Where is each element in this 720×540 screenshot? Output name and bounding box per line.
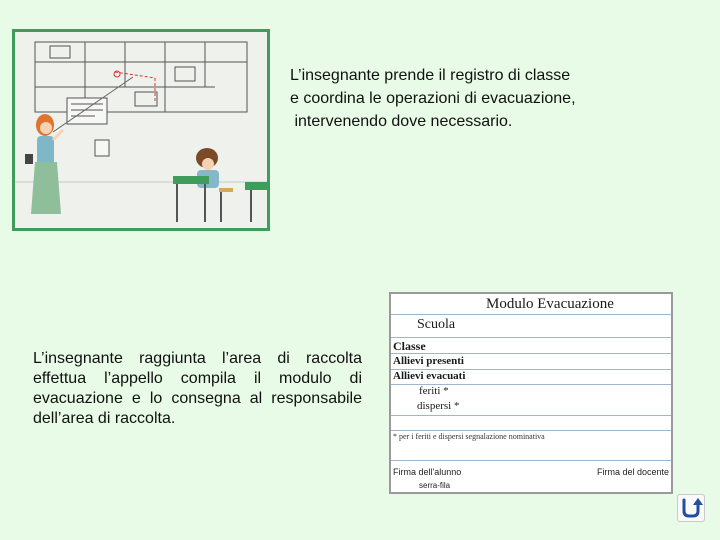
student-signature-label: Firma dell'alunno [393, 467, 462, 477]
present-label: Allievi presenti [393, 355, 464, 367]
evacuation-illustration [12, 29, 270, 231]
class-label: Classe [393, 339, 426, 353]
class-row [391, 338, 671, 354]
return-arrow-icon [678, 495, 704, 521]
closer-label: serra-fila [419, 481, 451, 490]
caption-line-1: L’insegnante prende il registro di classe [290, 67, 571, 84]
missing-label: dispersi * [417, 400, 460, 412]
form-title: Modulo Evacuazione [486, 296, 614, 312]
assembly-area-caption: L’insegnante raggiunta l’area di raccolta effettua l’appello compila il modulo di evacuazione e lo consegna al responsabile dell’area di raccolta. [33, 350, 362, 427]
missing-row [391, 400, 671, 416]
closer-row [391, 481, 671, 492]
note-row [391, 431, 671, 445]
caption-line-2: e coordina le operazioni di evacuazione, [290, 90, 576, 107]
empty-row [391, 446, 671, 461]
teacher-instructions-caption [290, 64, 690, 133]
evacuated-row [391, 370, 671, 385]
injured-row [391, 385, 671, 399]
form-note: * per i feriti e dispersi segnalazione nominativa [393, 432, 545, 441]
evacuated-label: Allievi evacuati [393, 370, 466, 382]
injured-label: feriti * [419, 385, 449, 397]
form-title-row [391, 294, 671, 315]
blank-row [391, 416, 671, 431]
school-label: Scuola [417, 317, 456, 332]
teacher-illustration [15, 32, 267, 228]
evacuation-form [389, 292, 673, 494]
teacher-signature-label: Firma del docente [596, 467, 669, 477]
caption-line-3: intervenendo dove necessario. [290, 113, 513, 130]
school-row [391, 315, 671, 338]
present-row [391, 354, 671, 370]
signature-row [391, 467, 671, 481]
back-button[interactable] [677, 494, 705, 522]
